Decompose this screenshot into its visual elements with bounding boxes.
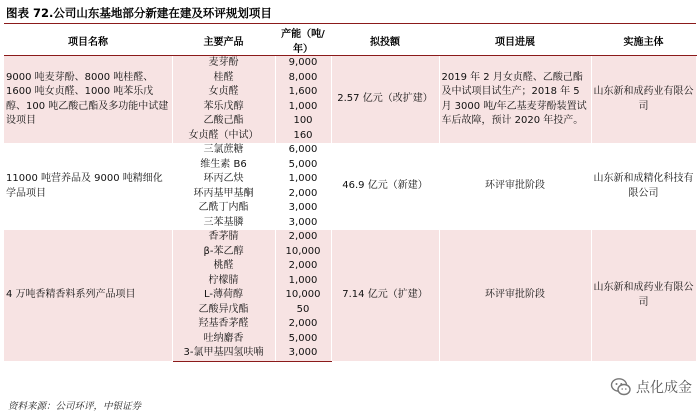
product-cell: 羟基香茅醛 <box>172 317 275 332</box>
product-cell: 苯乐戊醇 <box>172 100 275 115</box>
table-row <box>4 143 696 158</box>
product-cell: 女贞醛 <box>172 85 275 100</box>
header-investment: 拟投额 <box>331 25 439 56</box>
product-cell: 桃醛 <box>172 259 275 274</box>
product-cell: 乙酰丁内酯 <box>172 201 275 216</box>
header-name: 项目名称 <box>4 25 172 56</box>
capacity-cell: 2,000 <box>275 259 331 274</box>
capacity-cell: 6,000 <box>275 143 331 158</box>
watermark <box>610 376 692 398</box>
product-cell: 柠檬腈 <box>172 274 275 289</box>
header-row <box>4 25 696 56</box>
capacity-cell: 100 <box>275 114 331 129</box>
product-cell: 三苯基膦 <box>172 216 275 231</box>
product-cell: 三氯蔗糖 <box>172 143 275 158</box>
header-entity: 实施主体 <box>591 25 696 56</box>
figure-title: 图表 72.公司山东基地部分新建在建及环评规划项目 <box>6 6 272 20</box>
entity-cell: 山东新和成药业有限公司 <box>591 230 696 361</box>
header-product: 主要产品 <box>172 25 275 56</box>
capacity-cell: 3,000 <box>275 201 331 216</box>
capacity-cell: 2,000 <box>275 187 331 202</box>
product-cell: 香茅腈 <box>172 230 275 245</box>
header-progress: 项目进展 <box>439 25 591 56</box>
progress-cell: 环评审批阶段 <box>439 143 591 230</box>
product-cell: 桂醛 <box>172 71 275 86</box>
capacity-cell: 10,000 <box>275 245 331 260</box>
investment-cell: 46.9 亿元（新建） <box>331 143 439 230</box>
capacity-cell: 2,000 <box>275 317 331 332</box>
project-name: 11000 吨营养品及 9000 吨精细化学品项目 <box>4 143 172 230</box>
entity-cell: 山东新和成药业有限公司 <box>591 56 696 144</box>
capacity-cell: 50 <box>275 303 331 318</box>
table-row <box>4 230 696 245</box>
product-cell: 女贞醛（中试） <box>172 129 275 144</box>
progress-cell: 环评审批阶段 <box>439 230 591 361</box>
capacity-cell: 3,000 <box>275 216 331 231</box>
progress-cell: 2019 年 2 月女贞醛、乙酸己酯及中试项目试生产；2018 年 5 月 3000 吨/年乙基麦芽酚装置试车后故障，预计 2020 年投产。 <box>439 56 591 144</box>
product-cell: L-薄荷醇 <box>172 288 275 303</box>
investment-cell: 2.57 亿元（改扩建） <box>331 56 439 144</box>
capacity-cell: 2,000 <box>275 230 331 245</box>
product-cell: 乙酸己酯 <box>172 114 275 129</box>
capacity-cell: 8,000 <box>275 71 331 86</box>
project-name: 4 万吨香精香料系列产品项目 <box>4 230 172 361</box>
product-cell: 吐纳麝香 <box>172 332 275 347</box>
table-row <box>4 56 696 71</box>
capacity-cell: 5,000 <box>275 158 331 173</box>
product-cell: 环丙基甲基酮 <box>172 187 275 202</box>
capacity-cell: 3,000 <box>275 346 331 361</box>
project-name: 9000 吨麦芽酚、8000 吨桂醛、1600 吨女贞醛、1000 吨苯乐戊醇、100 吨乙酸己酯及多功能中试建设项目 <box>4 56 172 144</box>
title-rule <box>4 23 696 24</box>
product-cell: 麦芽酚 <box>172 56 275 71</box>
capacity-cell: 160 <box>275 129 331 144</box>
watermark-text: 点化成金 <box>636 380 692 396</box>
entity-cell: 山东新和成精化科技有限公司 <box>591 143 696 230</box>
capacity-cell: 1,000 <box>275 100 331 115</box>
product-cell: 维生素 B6 <box>172 158 275 173</box>
header-capacity: 产能（吨/年） <box>275 25 331 56</box>
projects-table <box>4 25 697 362</box>
capacity-cell: 1,600 <box>275 85 331 100</box>
product-cell: 环丙乙炔 <box>172 172 275 187</box>
source-note: 资料来源：公司环评，中银证券 <box>8 401 142 412</box>
capacity-cell: 5,000 <box>275 332 331 347</box>
capacity-cell: 1,000 <box>275 172 331 187</box>
wechat-icon <box>610 376 632 398</box>
product-cell: 3-氯甲基四氢呋喃 <box>172 346 275 361</box>
capacity-cell: 10,000 <box>275 288 331 303</box>
product-cell: β-苯乙醇 <box>172 245 275 260</box>
capacity-cell: 9,000 <box>275 56 331 71</box>
investment-cell: 7.14 亿元（扩建） <box>331 230 439 361</box>
capacity-cell: 1,000 <box>275 274 331 289</box>
product-cell: 乙酸异戊酯 <box>172 303 275 318</box>
